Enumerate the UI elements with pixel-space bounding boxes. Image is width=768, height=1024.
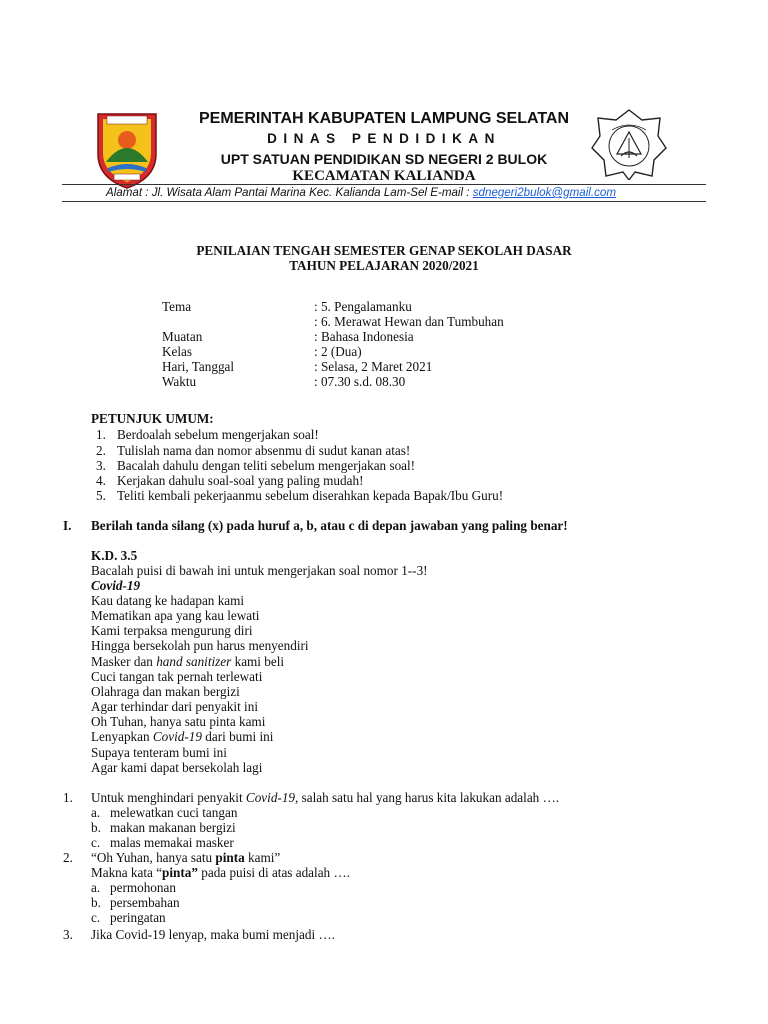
option-letter[interactable]: a. [91, 805, 101, 820]
info-label: Kelas [162, 344, 193, 359]
poem-text: Masker dan [91, 654, 157, 669]
question-part: kami” [244, 850, 281, 865]
poem-line: Supaya tenteram bumi ini [91, 745, 227, 760]
district-name: KECAMATAN KALIANDA [292, 168, 476, 184]
government-name: PEMERINTAH KABUPATEN LAMPUNG SELATAN [198, 110, 570, 127]
poem-line: Hingga bersekolah pun harus menyendiri [91, 638, 309, 653]
header-rule-top [62, 184, 706, 185]
poem-text: dari bumi ini [201, 729, 274, 744]
poem-title: Covid-19 [91, 578, 141, 593]
instruction-item: Berdoalah sebelum mengerjakan soal! [117, 427, 319, 442]
info-value: : 2 (Dua) [314, 344, 362, 359]
question-part: “Oh Yuhan, hanya satu [91, 850, 216, 865]
info-label: Waktu [162, 374, 197, 389]
info-value: : 6. Merawat Hewan dan Tumbuhan [314, 314, 504, 329]
instruction-number: 1. [96, 427, 106, 442]
agency-name: DINAS PENDIDIKAN [267, 131, 501, 146]
question-text: Jika Covid-19 lenyap, maka bumi menjadi …. [91, 927, 335, 942]
question-term: Covid-19 [245, 790, 296, 805]
info-label: Muatan [162, 329, 203, 344]
info-value: : Selasa, 2 Maret 2021 [314, 359, 433, 374]
poem-foreign-term: hand sanitizer [156, 654, 232, 669]
instruction-item: Kerjakan dahulu soal-soal yang paling mudah! [117, 473, 364, 488]
poem-line [91, 729, 273, 744]
poem-line: Cuci tangan tak pernah terlewati [91, 669, 263, 684]
poem-line: Agar kami dapat bersekolah lagi [91, 760, 263, 775]
header-rule-bottom [62, 201, 706, 202]
option-letter[interactable]: c. [91, 910, 101, 925]
question-number: 1. [63, 790, 73, 805]
reading-intro: Bacalah puisi di bawah ini untuk mengerjakan soal nomor 1--3! [91, 563, 428, 578]
question-part: Untuk menghindari penyakit [91, 790, 246, 805]
info-value: : Bahasa Indonesia [314, 329, 414, 344]
question-part: pada puisi di atas adalah …. [197, 865, 350, 880]
poem-line [91, 654, 284, 669]
option-letter[interactable]: b. [91, 895, 101, 910]
info-label: Hari, Tanggal [162, 359, 235, 374]
option-text[interactable]: peringatan [110, 910, 166, 925]
poem-line: Kau datang ke hadapan kami [91, 593, 245, 608]
option-text[interactable]: permohonan [110, 880, 176, 895]
instruction-item: Tulislah nama dan nomor absenmu di sudut kanan atas! [117, 443, 411, 458]
option-letter[interactable]: a. [91, 880, 101, 895]
instruction-number: 5. [96, 488, 106, 503]
poem-line: Oh Tuhan, hanya satu pinta kami [91, 714, 266, 729]
instruction-number: 4. [96, 473, 106, 488]
option-letter[interactable]: c. [91, 835, 101, 850]
school-name: UPT SATUAN PENDIDIKAN SD NEGERI 2 BULOK [220, 151, 548, 167]
address-text: Alamat : Jl. Wisata Alam Pantai Marina Kec. Kalianda Lam-Sel E-mail : [106, 186, 473, 199]
instruction-number: 2. [96, 443, 106, 458]
question-prompt [91, 865, 350, 880]
exam-title: PENILAIAN TENGAH SEMESTER GENAP SEKOLAH DASAR [196, 243, 572, 258]
info-value: : 5. Pengalamanku [314, 299, 412, 314]
instruction-item: Bacalah dahulu dengan teliti sebelum mengerjakan soal! [117, 458, 416, 473]
option-text[interactable]: persembahan [110, 895, 180, 910]
poem-text: kami beli [231, 654, 285, 669]
question-part: , salah satu hal yang harus kita lakukan adalah …. [295, 790, 560, 805]
poem-line: Mematikan apa yang kau lewati [91, 608, 260, 623]
poem-line: Olahraga dan makan bergizi [91, 684, 240, 699]
question-text [91, 850, 280, 865]
instruction-number: 3. [96, 458, 106, 473]
instruction-item: Teliti kembali pekerjaanmu sebelum diserahkan kepada Bapak/Ibu Guru! [117, 488, 504, 503]
instructions-heading: PETUNJUK UMUM: [91, 411, 214, 426]
question-part: Makna kata “ [91, 865, 163, 880]
question-keyword: pinta” [162, 865, 198, 880]
info-value: : 07.30 s.d. 08.30 [314, 374, 406, 389]
option-letter[interactable]: b. [91, 820, 101, 835]
poem-text: Lenyapkan [91, 729, 153, 744]
poem-line: Kami terpaksa mengurung diri [91, 623, 253, 638]
question-number: 2. [63, 850, 73, 865]
section-instruction: Berilah tanda silang (x) pada huruf a, b, atau c di depan jawaban yang paling benar! [91, 518, 568, 533]
option-text[interactable]: makan makanan bergizi [110, 820, 236, 835]
competency-code: K.D. 3.5 [91, 548, 138, 563]
option-text[interactable]: melewatkan cuci tangan [110, 805, 238, 820]
email-link[interactable]: sdnegeri2bulok@gmail.com [472, 186, 616, 199]
poem-foreign-term: Covid-19 [152, 729, 202, 744]
poem-line: Agar terhindar dari penyakit ini [91, 699, 258, 714]
info-label: Tema [162, 299, 192, 314]
academic-year: TAHUN PELAJARAN 2020/2021 [289, 258, 479, 273]
question-keyword: pinta [215, 850, 245, 865]
address-line [106, 186, 616, 199]
section-numeral: I. [63, 518, 72, 533]
option-text[interactable]: malas memakai masker [110, 835, 234, 850]
question-number: 3. [63, 927, 73, 942]
question-text [91, 790, 559, 805]
